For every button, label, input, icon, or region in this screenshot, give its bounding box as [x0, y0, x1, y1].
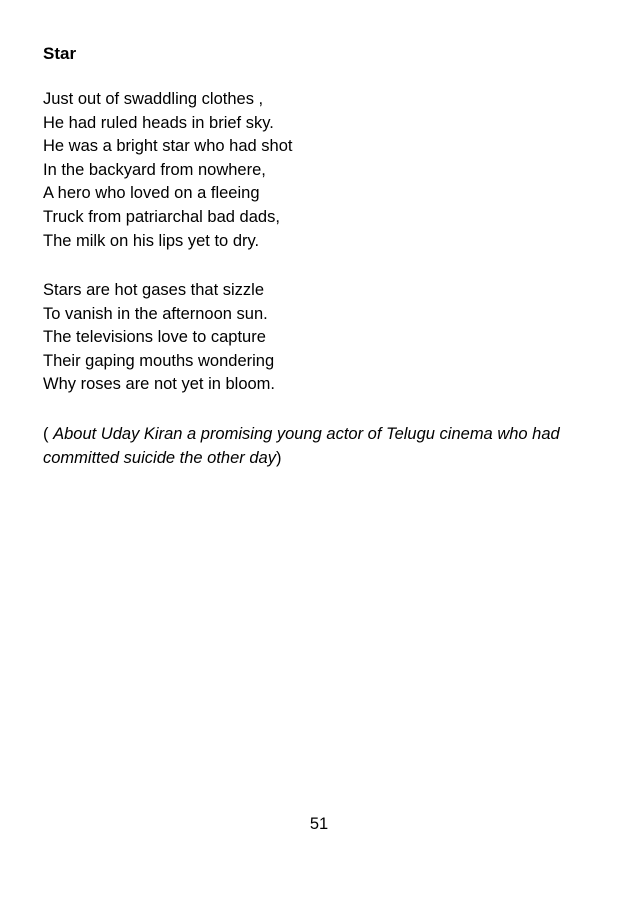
poem-line: To vanish in the afternoon sun.: [43, 304, 268, 323]
note-open-paren: (: [43, 425, 54, 443]
poem-line: Stars are hot gases that sizzle: [43, 281, 265, 299]
poem-line: He was a bright star who had shot: [43, 137, 293, 156]
poem-line: The televisions love to capture: [43, 328, 266, 347]
poem-line: Why roses are not yet in bloom.: [43, 375, 276, 394]
poem-line: In the backyard from nowhere,: [43, 160, 266, 179]
poem-title: Star: [43, 44, 77, 63]
poem-line: The milk on his lips yet to dry.: [43, 231, 260, 250]
poem-line: Truck from patriarchal bad dads,: [43, 207, 280, 226]
poem-line: A hero who loved on a fleeing: [43, 184, 260, 203]
poem-line: Their gaping mouths wondering: [43, 351, 275, 370]
stanza-1: [43, 88, 292, 253]
author-note: [43, 422, 603, 470]
poem-line: He had ruled heads in brief sky.: [43, 113, 274, 132]
page-number: 51: [309, 815, 329, 833]
poem-line: Just out of swaddling clothes ,: [43, 90, 264, 108]
note-text: About Uday Kiran a promising young actor of Telugu cinema who had committed suicide the other day: [43, 425, 560, 467]
note-close-paren: ): [275, 449, 282, 467]
stanza-2: [43, 279, 275, 397]
